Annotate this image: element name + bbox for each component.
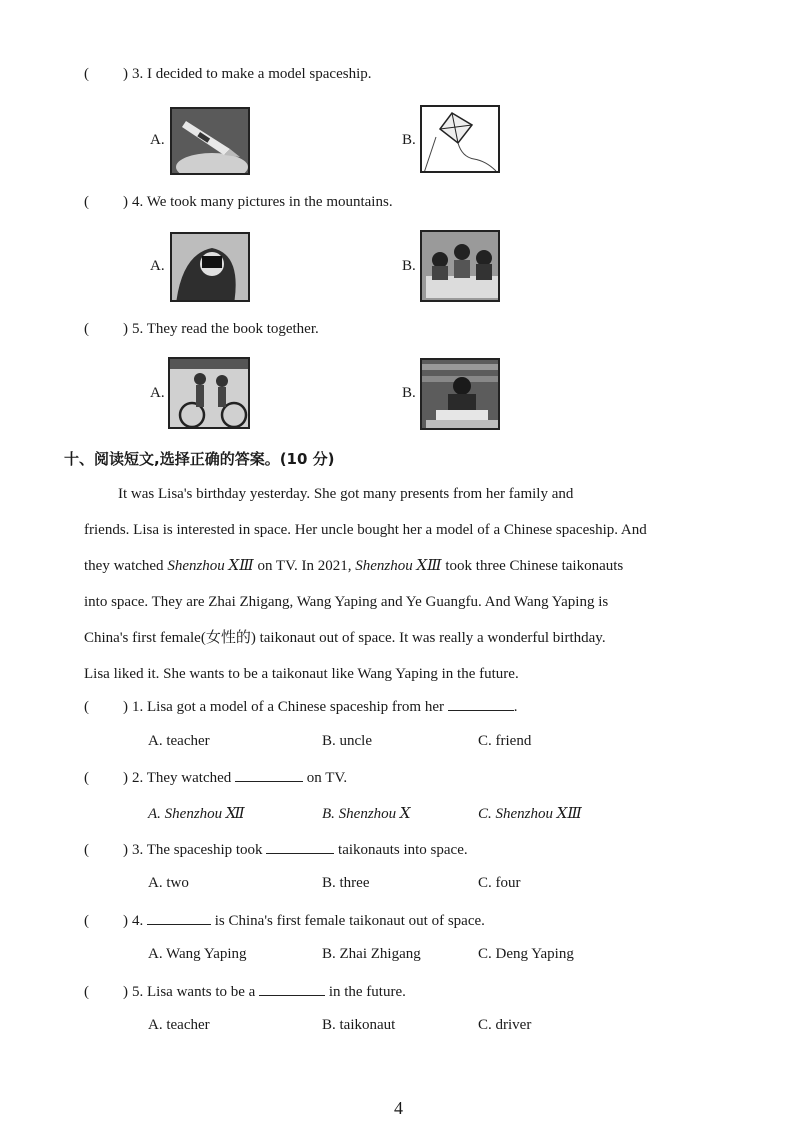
kite-icon <box>422 107 500 173</box>
question-stem: ( ) 4. We took many pictures in the mountains. <box>84 194 393 210</box>
section-title: 十、阅读短文,选择正确的答案。(10 分) <box>64 450 335 468</box>
camera-person-icon <box>172 234 250 302</box>
family-dinner-icon <box>422 232 500 302</box>
option-c[interactable]: C. Shenzhou ⅩⅢ <box>478 806 582 822</box>
option-b[interactable]: B. three <box>322 875 370 891</box>
question-stem: ( ) 3. The spaceship took taikonauts into space. <box>84 842 468 858</box>
answer-blank[interactable] <box>147 911 211 925</box>
option-c[interactable]: C. friend <box>478 733 532 749</box>
option-c[interactable]: C. driver <box>478 1017 532 1033</box>
passage-line: China's first female(女性的) taikonaut out of space. It was really a wonderful birthday. <box>84 630 606 646</box>
answer-paren[interactable]: ( ) <box>84 66 128 82</box>
option-a-label[interactable]: A. <box>150 132 165 148</box>
option-b-label[interactable]: B. <box>402 385 416 401</box>
option-a[interactable]: A. two <box>148 875 189 891</box>
option-b[interactable]: B. Shenzhou Ⅹ <box>322 806 411 822</box>
answer-blank[interactable] <box>448 697 514 711</box>
answer-blank[interactable] <box>259 982 325 996</box>
answer-paren[interactable]: ( ) <box>84 194 128 210</box>
camera-person-image[interactable] <box>170 232 250 302</box>
passage-line: friends. Lisa is interested in space. Her uncle bought her a model of a Chinese spaceship. And <box>84 522 647 538</box>
option-a-label[interactable]: A. <box>150 385 165 401</box>
option-c[interactable]: C. four <box>478 875 521 891</box>
option-b[interactable]: B. taikonaut <box>322 1017 396 1033</box>
rocket-icon <box>172 109 250 175</box>
answer-paren[interactable]: ( ) <box>84 770 128 786</box>
page-number: 4 <box>394 1098 403 1118</box>
option-a-label[interactable]: A. <box>150 258 165 274</box>
option-c[interactable]: C. Deng Yaping <box>478 946 574 962</box>
family-dinner-image[interactable] <box>420 230 500 302</box>
option-b-label[interactable]: B. <box>402 132 416 148</box>
bicycle-icon <box>170 359 250 429</box>
passage-line: Lisa liked it. She wants to be a taikonaut like Wang Yaping in the future. <box>84 666 519 682</box>
reading-passage <box>84 476 716 692</box>
option-b-label[interactable]: B. <box>402 258 416 274</box>
library-reading-image[interactable] <box>420 358 500 430</box>
answer-paren[interactable]: ( ) <box>84 321 128 337</box>
answer-blank[interactable] <box>235 768 303 782</box>
question-stem: ( ) 3. I decided to make a model spaceship. <box>84 66 372 82</box>
question-stem: ( ) 5. They read the book together. <box>84 321 319 337</box>
answer-paren[interactable]: ( ) <box>84 842 128 858</box>
option-b[interactable]: B. Zhai Zhigang <box>322 946 421 962</box>
library-reading-icon <box>422 360 500 430</box>
kite-image[interactable] <box>420 105 500 173</box>
question-stem: ( ) 2. They watched on TV. <box>84 770 348 786</box>
passage-line: into space. They are Zhai Zhigang, Wang Yaping and Ye Guangfu. And Wang Yaping is <box>84 594 609 610</box>
question-stem: ( ) 1. Lisa got a model of a Chinese spaceship from her . <box>84 699 518 715</box>
answer-paren[interactable]: ( ) <box>84 984 128 1000</box>
question-stem: ( ) 5. Lisa wants to be a in the future. <box>84 984 406 1000</box>
bicycles-image[interactable] <box>168 357 250 429</box>
rocket-launch-image[interactable] <box>170 107 250 175</box>
option-a[interactable]: A. teacher <box>148 733 210 749</box>
answer-paren[interactable]: ( ) <box>84 913 128 929</box>
option-b[interactable]: B. uncle <box>322 733 372 749</box>
passage-line: It was Lisa's birthday yesterday. She got many presents from her family and <box>118 486 574 502</box>
answer-paren[interactable]: ( ) <box>84 699 128 715</box>
question-stem: ( ) 4. is China's first female taikonaut out of space. <box>84 913 485 929</box>
answer-blank[interactable] <box>266 840 334 854</box>
passage-line: they watched Shenzhou ⅩⅢ on TV. In 2021, Shenzhou ⅩⅢ took three Chinese taikonauts <box>84 558 624 574</box>
option-a[interactable]: A. teacher <box>148 1017 210 1033</box>
option-a[interactable]: A. Shenzhou Ⅻ <box>148 806 245 822</box>
option-a[interactable]: A. Wang Yaping <box>148 946 247 962</box>
